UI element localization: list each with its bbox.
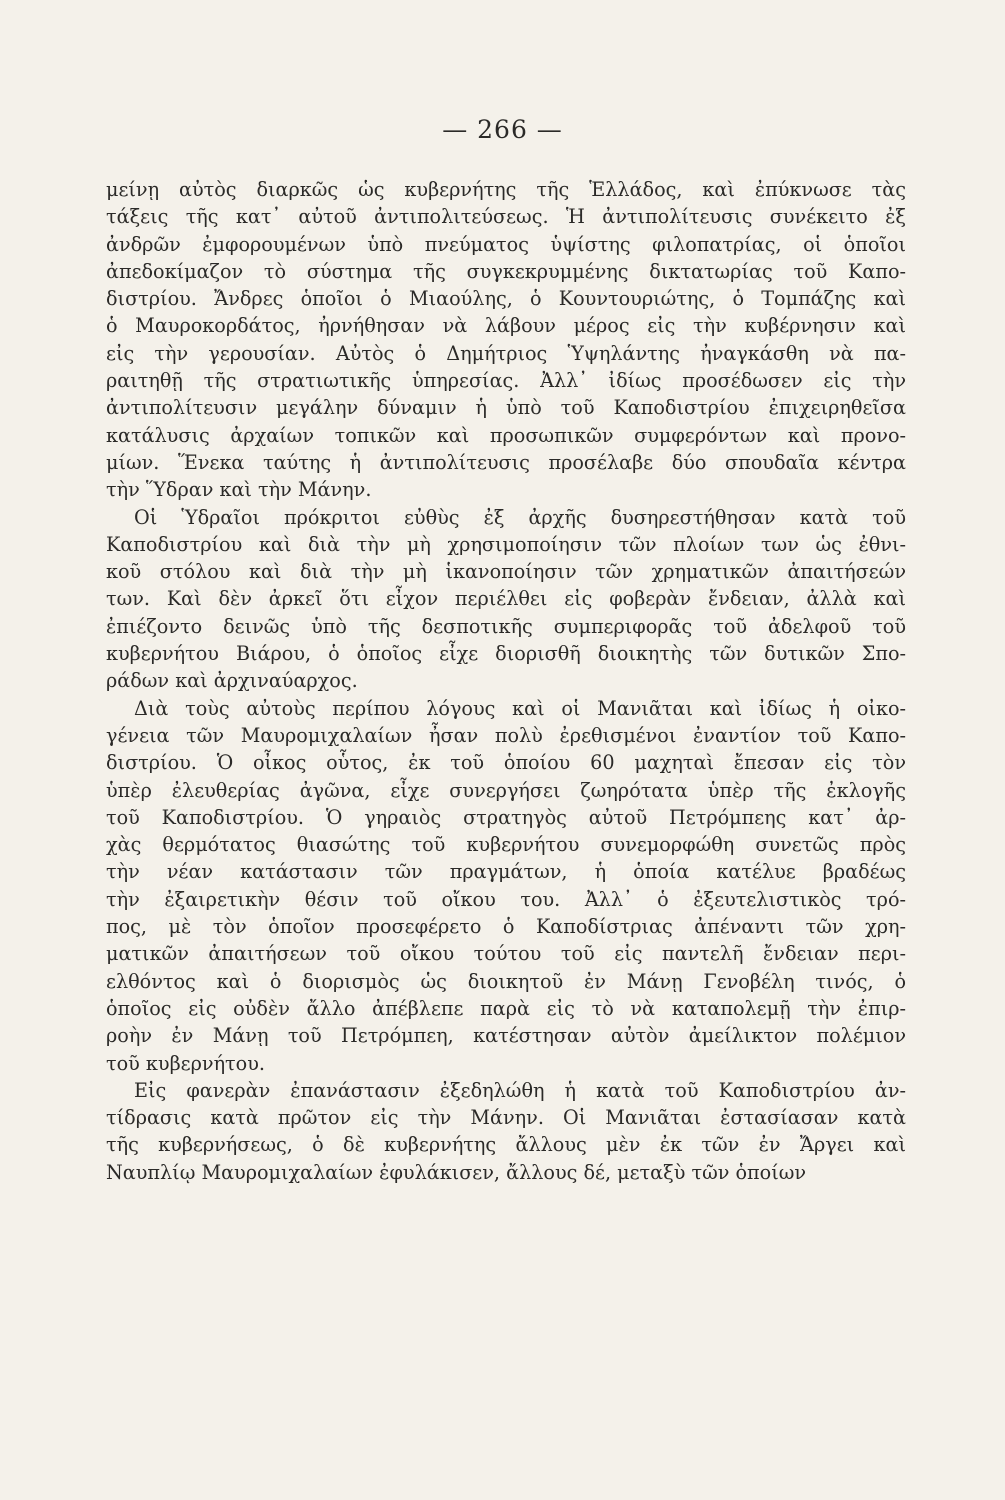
text-line: τοῦ κυβερνήτου. bbox=[106, 1051, 265, 1075]
text-line: γένεια τῶν Μαυρομιχαλαίων ἦσαν πολὺ ἐρεθισμένοι ἐναντίον τοῦ Καπο- bbox=[106, 723, 906, 747]
text-line: ελθόντος καὶ ὁ διορισμὸς ὡς διοικητοῦ ἐν Μάνῃ Γενοβέλη τινός, ὁ bbox=[106, 969, 906, 993]
text-line: των. Καὶ δὲν ἀρκεῖ ὅτι εἶχον περιέλθει εἰς φοβερὰν ἔνδειαν, ἀλλὰ καὶ bbox=[106, 587, 906, 611]
text-line: τὴν νέαν κατάστασιν τῶν πραγμάτων, ἡ ὁποία κατέλυε βραδέως bbox=[106, 860, 906, 884]
text-line: Καποδιστρίου καὶ διὰ τὴν μὴ χρησιμοποίησιν τῶν πλοίων των ὡς ἐθνι- bbox=[106, 532, 906, 556]
text-line: ἀπεδοκίμαζον τὸ σύστημα τῆς συγκεκρυμμένης δικτατωρίας τοῦ Καπο- bbox=[106, 259, 906, 283]
paragraph-4 bbox=[106, 1077, 906, 1186]
text-line: χὰς θερμότατος θιασώτης τοῦ κυβερνήτου συνεμορφώθη συνετῶς πρὸς bbox=[106, 833, 906, 857]
text-line: Εἰς φανερὰν ἐπανάστασιν ἐξεδηλώθη ἡ κατὰ τοῦ Καποδιστρίου ἀν- bbox=[134, 1078, 906, 1102]
text-line: διστρίου. Ὁ οἶκος οὗτος, ἐκ τοῦ ὁποίου 60 μαχηταὶ ἔπεσαν εἰς τὸν bbox=[106, 751, 906, 775]
text-line: μίων. Ἕνεκα ταύτης ἡ ἀντιπολίτευσις προσέλαβε δύο σπουδαῖα κέντρα bbox=[106, 450, 906, 474]
paragraph-1 bbox=[106, 176, 906, 504]
text-line: κυβερνήτου Βιάρου, ὁ ὁποῖος εἶχε διορισθῆ διοικητὴς τῶν δυτικῶν Σπο- bbox=[106, 642, 906, 666]
text-line: Ναυπλίῳ Μαυρομιχαλαίων ἐφυλάκισεν, ἄλλους δέ, μεταξὺ τῶν ὁποίων bbox=[106, 1160, 807, 1184]
body-text bbox=[106, 176, 906, 1186]
text-line: κατάλυσις ἀρχαίων τοπικῶν καὶ προσωπικῶν συμφερόντων καὶ προνο- bbox=[106, 423, 906, 447]
text-line: Οἱ Ὑδραῖοι πρόκριτοι εὐθὺς ἐξ ἀρχῆς δυσηρεστήθησαν κατὰ τοῦ bbox=[134, 505, 906, 529]
text-line: τάξεις τῆς κατ᾽ αὐτοῦ ἀντιπολιτεύσεως. Ἡ ἀντιπολίτευσις συνέκειτο ἐξ bbox=[106, 205, 906, 229]
text-line: Διὰ τοὺς αὐτοὺς περίπου λόγους καὶ οἱ Μανιᾶται καὶ ἰδίως ἡ οἰκο- bbox=[134, 696, 906, 720]
text-line: ὁποῖος εἰς οὐδὲν ἄλλο ἀπέβλεπε παρὰ εἰς τὸ νὰ καταπολεμῇ τὴν ἐπιρ- bbox=[106, 996, 906, 1020]
text-line: πος, μὲ τὸν ὁποῖον προσεφέρετο ὁ Καποδίστριας ἀπέναντι τῶν χρη- bbox=[106, 915, 906, 939]
text-line: διστρίου. Ἄνδρες ὁποῖοι ὁ Μιαούλης, ὁ Κουντουριώτης, ὁ Τομπάζης καὶ bbox=[106, 287, 906, 311]
text-line: ραιτηθῇ τῆς στρατιωτικῆς ὑπηρεσίας. Ἀλλ᾽ ἰδίως προσέδωσεν εἰς τὴν bbox=[106, 369, 906, 393]
page-number: — 266 — bbox=[442, 115, 563, 144]
paragraph-2 bbox=[106, 504, 906, 695]
text-line: μείνῃ αὐτὸς διαρκῶς ὡς κυβερνήτης τῆς Ἑλλάδος, καὶ ἐπύκνωσε τὰς bbox=[106, 178, 906, 201]
text-line: τὴν ἐξαιρετικὴν θέσιν τοῦ οἴκου του. Ἀλλ᾽ ὁ ἐξευτελιστικὸς τρό- bbox=[106, 887, 906, 911]
text-line: τίδρασις κατὰ πρῶτον εἰς τὴν Μάνην. Οἱ Μανιᾶται ἐστασίασαν κατὰ bbox=[106, 1106, 906, 1130]
paragraph-3 bbox=[106, 695, 906, 1077]
text-line: τοῦ Καποδιστρίου. Ὁ γηραιὸς στρατηγὸς αὐτοῦ Πετρόμπεης κατ᾽ ἀρ- bbox=[106, 805, 906, 829]
text-line: ράδων καὶ ἀρχιναύαρχος. bbox=[106, 669, 358, 693]
text-line: ὁ Μαυροκορδάτος, ἠρνήθησαν νὰ λάβουν μέρος εἰς τὴν κυβέρνησιν καὶ bbox=[106, 314, 906, 338]
text-line: ματικῶν ἀπαιτήσεων τοῦ οἴκου τούτου τοῦ εἰς παντελῆ ἔνδειαν περι- bbox=[106, 942, 906, 966]
text-line: ἀντιπολίτευσιν μεγάλην δύναμιν ἡ ὑπὸ τοῦ Καποδιστρίου ἐπιχειρηθεῖσα bbox=[106, 396, 906, 420]
text-line: εἰς τὴν γερουσίαν. Αὐτὸς ὁ Δημήτριος Ὑψηλάντης ἠναγκάσθη νὰ πα- bbox=[106, 341, 906, 365]
text-line: τῆς κυβερνήσεως, ὁ δὲ κυβερνήτης ἄλλους μὲν ἐκ τῶν ἐν Ἄργει καὶ bbox=[106, 1133, 906, 1157]
text-line: τὴν Ὕδραν καὶ τὴν Μάνην. bbox=[106, 478, 372, 502]
text-line: ἐπιέζοντο δεινῶς ὑπὸ τῆς δεσποτικῆς συμπεριφορᾶς τοῦ ἀδελφοῦ τοῦ bbox=[106, 614, 906, 638]
text-line: ροὴν ἐν Μάνῃ τοῦ Πετρόμπεη, κατέστησαν αὐτὸν ἀμείλικτον πολέμιον bbox=[106, 1024, 906, 1048]
text-line: ἀνδρῶν ἐμφορουμένων ὑπὸ πνεύματος ὑψίστης φιλοπατρίας, οἱ ὁποῖοι bbox=[106, 232, 906, 256]
text-line: ὑπὲρ ἐλευθερίας ἀγῶνα, εἶχε συνεργήσει ζωηρότατα ὑπὲρ τῆς ἐκλογῆς bbox=[106, 778, 906, 802]
text-line: κοῦ στόλου καὶ διὰ τὴν μὴ ἱκανοποίησιν τῶν χρηματικῶν ἀπαιτήσεών bbox=[106, 560, 906, 584]
